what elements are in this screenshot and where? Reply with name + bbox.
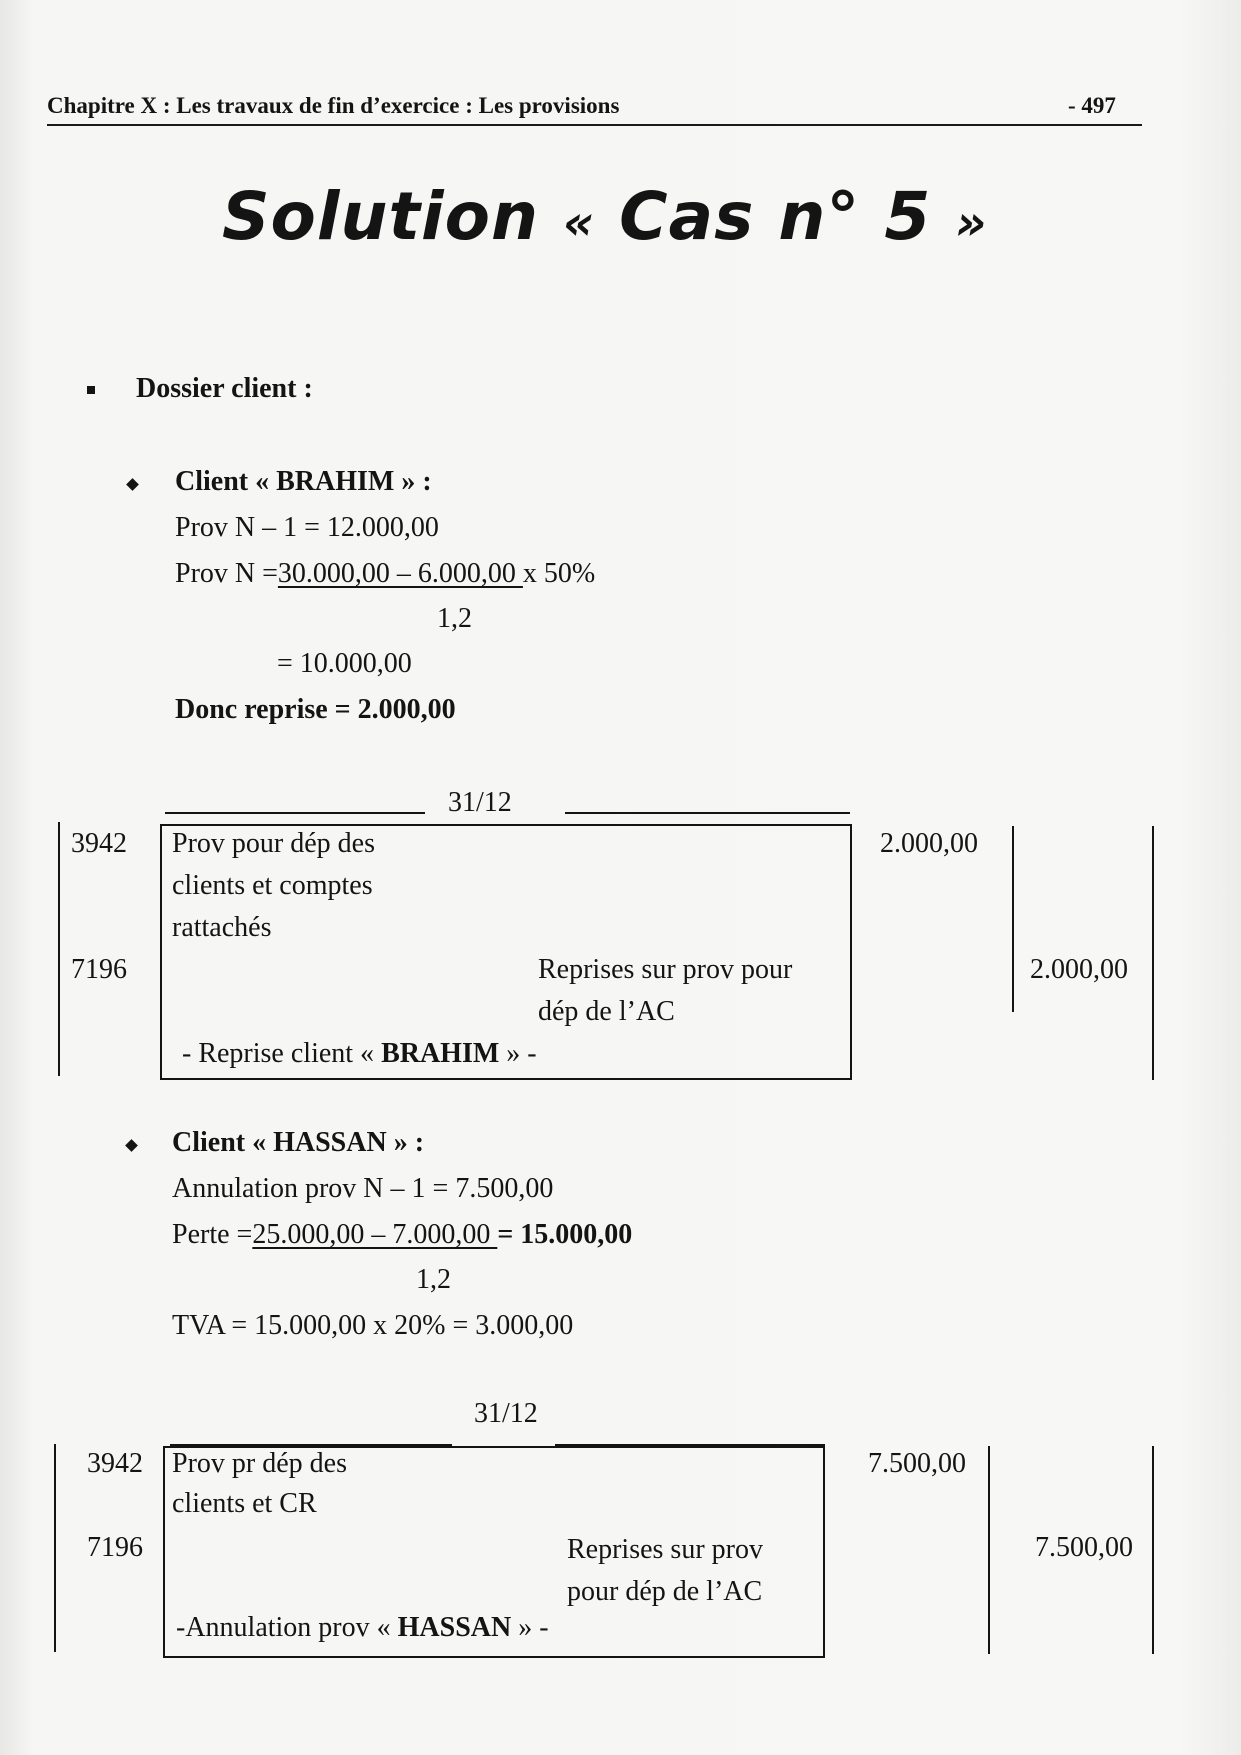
entry2-date: 31/12 xyxy=(474,1398,538,1429)
brahim-conclusion: Donc reprise = 2.000,00 xyxy=(175,694,456,725)
entry1-credit-label-1: Reprises sur prov pour xyxy=(538,954,793,985)
square-bullet-icon xyxy=(87,386,95,394)
entry1-date-rule-right xyxy=(565,812,850,814)
entry1-credit-rule xyxy=(1152,826,1154,1080)
entry2-credit-label-2: pour dép de l’AC xyxy=(567,1576,763,1607)
brahim-prov-n-denominator: 1,2 xyxy=(437,603,472,634)
entry1-debit-rule xyxy=(1012,826,1014,1012)
entry2-debit-rule xyxy=(988,1446,990,1654)
entry2-credit-account: 7196 xyxy=(87,1532,143,1563)
brahim-prov-n-formula: Prov N =30.000,00 – 6.000,00 x 50% xyxy=(175,558,596,589)
entry2-credit-label-1: Reprises sur prov xyxy=(567,1534,763,1565)
entry2-debit-amount: 7.500,00 xyxy=(868,1448,966,1479)
hassan-perte-formula: Perte =25.000,00 – 7.000,00 = 15.000,00 xyxy=(172,1219,633,1250)
brahim-heading: Client « BRAHIM » : xyxy=(175,466,432,497)
hassan-heading: Client « HASSAN » : xyxy=(172,1127,425,1158)
brahim-prov-n1: Prov N – 1 = 12.000,00 xyxy=(175,512,439,543)
entry1-debit-account: 3942 xyxy=(71,828,127,859)
entry1-narration: - Reprise client « BRAHIM » - xyxy=(182,1038,537,1069)
entry1-debit-label-1: Prov pour dép des xyxy=(172,828,375,859)
entry1-date-rule-left xyxy=(165,812,425,814)
chapter-header: Chapitre X : Les travaux de fin d’exercice : Les provisions xyxy=(47,93,620,118)
entry2-credit-amount: 7.500,00 xyxy=(1035,1532,1133,1563)
entry1-date: 31/12 xyxy=(448,787,512,818)
entry1-credit-amount: 2.000,00 xyxy=(1030,954,1128,985)
page-title: Solution « Cas n° 5 » xyxy=(222,178,988,255)
page-number: - 497 xyxy=(1068,93,1116,118)
entry1-left-rule xyxy=(58,822,60,1076)
entry1-debit-label-2: clients et comptes xyxy=(172,870,373,901)
entry1-debit-label-3: rattachés xyxy=(172,912,272,943)
entry1-credit-label-2: dép de l’AC xyxy=(538,996,675,1027)
entry1-credit-account: 7196 xyxy=(71,954,127,985)
hassan-annulation: Annulation prov N – 1 = 7.500,00 xyxy=(172,1173,554,1204)
brahim-prov-n-result: = 10.000,00 xyxy=(277,648,412,679)
entry2-debit-label-2: clients et CR xyxy=(172,1488,317,1519)
header-rule xyxy=(47,124,1142,126)
entry2-narration: -Annulation prov « HASSAN » - xyxy=(176,1612,549,1643)
hassan-perte-denominator: 1,2 xyxy=(416,1264,451,1295)
entry2-left-rule xyxy=(54,1444,56,1652)
entry2-credit-rule xyxy=(1152,1446,1154,1654)
entry2-debit-label-1: Prov pr dép des xyxy=(172,1448,347,1479)
section-heading-dossier-client: Dossier client : xyxy=(136,373,313,404)
hassan-tva: TVA = 15.000,00 x 20% = 3.000,00 xyxy=(172,1310,574,1341)
entry2-debit-account: 3942 xyxy=(87,1448,143,1479)
entry1-debit-amount: 2.000,00 xyxy=(880,828,978,859)
